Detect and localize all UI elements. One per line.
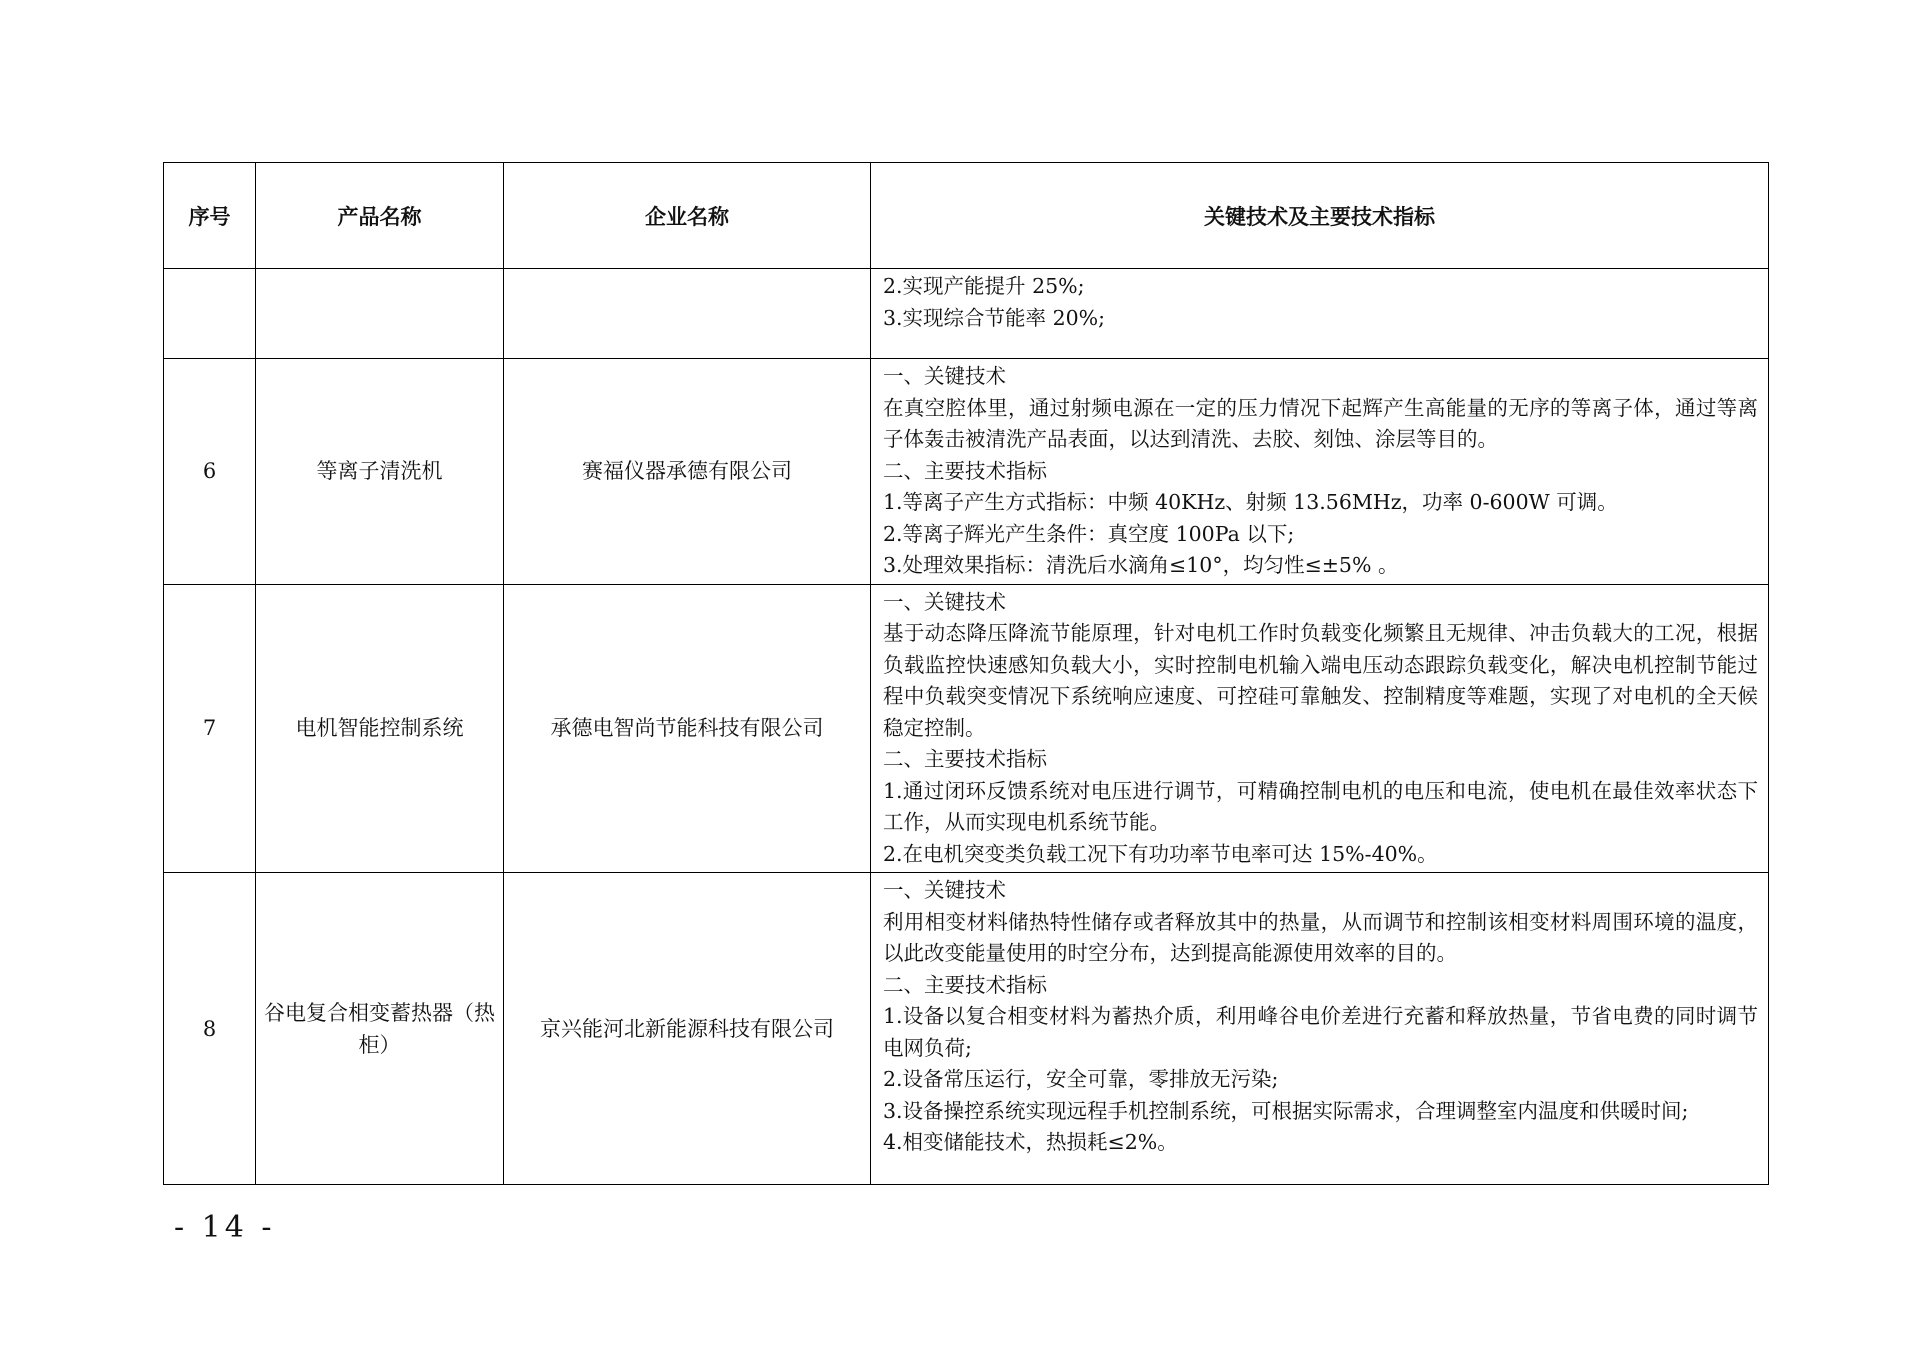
detail-line: 3.设备操控系统实现远程手机控制系统，可根据实际需求，合理调整室内温度和供暖时间;: [883, 1098, 1689, 1123]
row-product-name: [256, 269, 504, 359]
row-details: [871, 359, 1769, 585]
detail-line: 二、主要技术指标: [883, 458, 1047, 483]
detail-line: 4.相变储能技术，热损耗≤2%。: [883, 1130, 1178, 1154]
table-header-row: [164, 163, 1769, 269]
row-details: [871, 584, 1769, 873]
detail-line: 一、关键技术: [883, 589, 1006, 614]
product-table: [163, 162, 1769, 1185]
row-index: 8: [164, 873, 256, 1185]
detail-line: 2.实现产能提升 25%;: [883, 274, 1085, 298]
detail-line: 3.实现综合节能率 20%;: [883, 305, 1106, 330]
row-index: [164, 269, 256, 359]
detail-line: 一、关键技术: [883, 878, 1006, 902]
row-product-name: 等离子清洗机: [256, 359, 504, 585]
detail-line: 1.等离子产生方式指标：中频 40KHz、射频 13.56MHz，功率 0-600W 可调。: [883, 490, 1618, 514]
table-row: [164, 269, 1769, 359]
detail-line: 1.通过闭环反馈系统对电压进行调节，可精确控制电机的电压和电流，使电机在最佳效率状态下工作，从而实现电机系统节能。: [883, 778, 1758, 834]
header-index: 序号: [164, 163, 256, 269]
detail-line: 二、主要技术指标: [883, 972, 1047, 997]
detail-line: 基于动态降压降流节能原理，针对电机工作时负载变化频繁且无规律、冲击负载大的工况，根据负载监控快速感知负载大小，实时控制电机输入端电压动态跟踪负载变化，解决电机控制节能过程中负载突变情况下系统响应速度、可控硅可靠触发、控制精度等难题，实现了对电机的全天候稳定控制。: [883, 621, 1758, 740]
detail-line: 2.设备常压运行，安全可靠，零排放无污染;: [883, 1067, 1279, 1091]
row-company-name: 赛福仪器承德有限公司: [504, 359, 871, 585]
row-product-name: 谷电复合相变蓄热器（热柜）: [256, 873, 504, 1185]
row-company-name: [504, 269, 871, 359]
detail-line: 2.在电机突变类负载工况下有功功率节电率可达 15%-40%。: [883, 841, 1438, 866]
page-number: - 14 -: [174, 1210, 276, 1245]
row-product-name: 电机智能控制系统: [256, 584, 504, 873]
detail-line: 1.设备以复合相变材料为蓄热介质，利用峰谷电价差进行充蓄和释放热量，节省电费的同时调节电网负荷;: [883, 1004, 1758, 1060]
row-index: 7: [164, 584, 256, 873]
table-row: [164, 359, 1769, 585]
table-row: [164, 873, 1769, 1185]
row-details: [871, 269, 1769, 359]
detail-line: 3.处理效果指标：清洗后水滴角≤10°，均匀性≤±5% 。: [883, 553, 1399, 577]
detail-line: 二、主要技术指标: [883, 747, 1047, 771]
row-index: 6: [164, 359, 256, 585]
header-key-technology: 关键技术及主要技术指标: [871, 163, 1769, 269]
table-row: [164, 584, 1769, 873]
row-company-name: 京兴能河北新能源科技有限公司: [504, 873, 871, 1185]
detail-line: 一、关键技术: [883, 364, 1006, 388]
row-details: [871, 873, 1769, 1185]
detail-line: 2.等离子辉光产生条件：真空度 100Pa 以下;: [883, 521, 1295, 546]
header-company-name: 企业名称: [504, 163, 871, 269]
detail-line: 在真空腔体里，通过射频电源在一定的压力情况下起辉产生高能量的无序的等离子体，通过等离子体轰击被清洗产品表面，以达到清洗、去胶、刻蚀、涂层等目的。: [883, 395, 1758, 451]
row-company-name: 承德电智尚节能科技有限公司: [504, 584, 871, 873]
header-product-name: 产品名称: [256, 163, 504, 269]
detail-line: 利用相变材料储热特性储存或者释放其中的热量，从而调节和控制该相变材料周围环境的温度，以此改变能量使用的时空分布，达到提高能源使用效率的目的。: [883, 909, 1758, 965]
